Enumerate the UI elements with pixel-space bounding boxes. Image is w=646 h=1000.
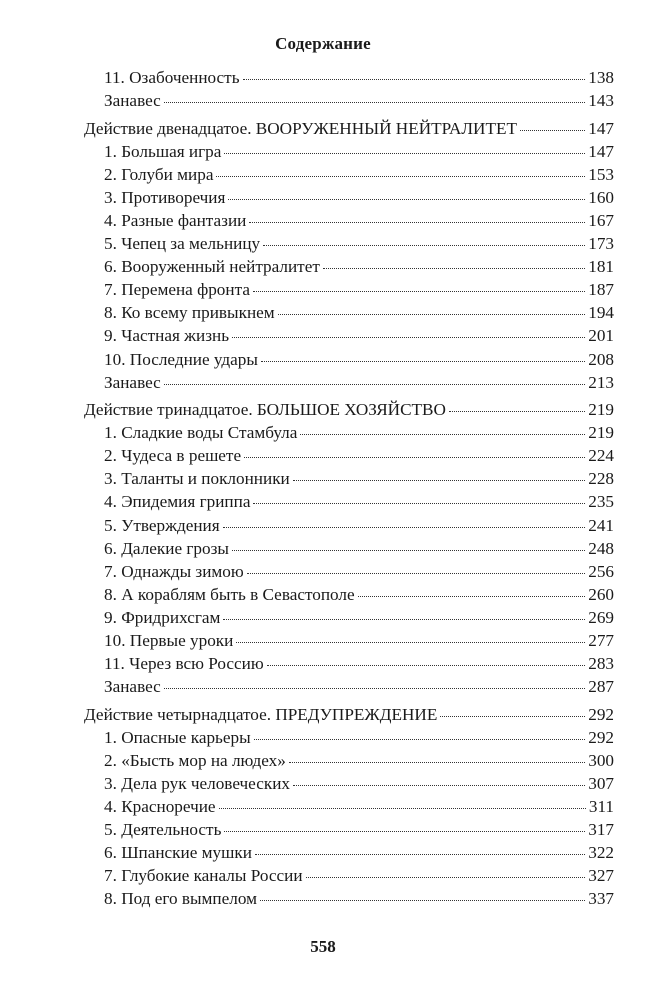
toc-entry-page: 153 (588, 164, 614, 184)
toc-entry (84, 675, 614, 698)
toc-section-heading (84, 117, 614, 140)
toc-entry-title: 3. Дела рук человеческих (104, 773, 290, 793)
toc-entry-page: 307 (588, 773, 614, 793)
toc-entry (84, 795, 614, 818)
toc-entry (84, 583, 614, 606)
toc-section-heading (84, 703, 614, 726)
page-number: 558 (310, 937, 336, 956)
toc-entry (84, 887, 614, 910)
dot-leader (236, 642, 585, 643)
dot-leader (289, 762, 585, 763)
toc-entry-page: 241 (588, 515, 614, 535)
toc-entry-page: 311 (588, 797, 614, 817)
toc-entry-title: 5. Утверждения (104, 515, 220, 535)
toc-entry (84, 864, 614, 887)
toc-entry (84, 560, 614, 583)
toc-entry (84, 232, 614, 255)
toc-entry-page: 277 (588, 631, 614, 651)
toc-entry (84, 301, 614, 324)
toc-section-heading (84, 398, 614, 421)
dot-leader (244, 457, 585, 458)
toc-entry-page: 269 (588, 607, 614, 627)
toc-entry-title: 7. Однажды зимою (104, 561, 244, 581)
toc-entry-title: 8. Под его вымпелом (104, 889, 257, 909)
toc-entry-title: 4. Эпидемия гриппа (104, 492, 251, 512)
toc-entry (84, 467, 614, 490)
dot-leader (323, 268, 585, 269)
toc-entry-page: 283 (588, 654, 614, 674)
toc-entry-page: 167 (588, 210, 614, 230)
toc-entry-title: Действие четырнадцатое. ПРЕДУПРЕЖДЕНИЕ (84, 704, 438, 724)
dot-leader (263, 245, 585, 246)
dot-leader (247, 573, 586, 574)
toc-entry-title: Действие тринадцатое. БОЛЬШОЕ ХОЗЯЙСТВО (84, 400, 446, 420)
toc-entry-page: 235 (588, 492, 614, 512)
toc-entry-title: 1. Сладкие воды Стамбула (104, 423, 298, 443)
toc-entry-page: 213 (588, 372, 614, 392)
toc-entry (84, 163, 614, 186)
dot-leader (293, 785, 585, 786)
toc-entry-page: 138 (588, 68, 614, 87)
dot-leader (255, 854, 585, 855)
toc-entry (84, 324, 614, 347)
dot-leader (520, 130, 585, 131)
page-title: Содержание (275, 34, 371, 53)
toc-entry-page: 224 (588, 446, 614, 466)
toc-entry (84, 255, 614, 278)
toc-entry-title: 9. Фридрихсгам (104, 607, 221, 627)
toc-entry-title: 4. Красноречие (104, 797, 216, 817)
toc-entry-page: 194 (588, 303, 614, 323)
dot-leader (440, 716, 585, 717)
toc-entry-title: 7. Перемена фронта (104, 280, 250, 300)
toc-entry-title: 9. Частная жизнь (104, 326, 230, 346)
toc-entry-title: 3. Противоречия (104, 187, 226, 207)
toc-entry (84, 749, 614, 772)
toc-entry (84, 186, 614, 209)
dot-leader (260, 900, 585, 901)
dot-leader (223, 619, 585, 620)
toc-entry-page: 201 (588, 326, 614, 346)
toc-entry-title: 2. Чудеса в решете (104, 446, 242, 466)
toc-entry-page: 256 (588, 561, 614, 581)
toc-entry-title: 10. Первые уроки (104, 631, 234, 651)
toc-entry-title: 8. А кораблям быть в Севастополе (104, 584, 355, 604)
toc-entry-title: 7. Глубокие каналы России (104, 866, 303, 886)
toc-entry (84, 371, 614, 394)
dot-leader (164, 384, 585, 385)
toc-entry-page: 208 (588, 349, 614, 369)
toc-entry-page: 287 (588, 677, 614, 697)
toc-entry (84, 652, 614, 675)
dot-leader (358, 596, 586, 597)
toc-entry-page: 219 (588, 400, 614, 420)
toc-entry-page: 260 (588, 584, 614, 604)
toc-entry-page: 292 (588, 727, 614, 747)
dot-leader (267, 665, 586, 666)
toc-entry-page: 292 (588, 704, 614, 724)
dot-leader (293, 480, 585, 481)
toc-entry-page: 248 (588, 538, 614, 558)
toc-entry-page: 187 (588, 280, 614, 300)
toc-entry (84, 818, 614, 841)
dot-leader (224, 831, 585, 832)
toc-entry (84, 490, 614, 513)
toc-entry-title: Занавес (104, 677, 161, 697)
toc-entry (84, 841, 614, 864)
toc-entry (84, 89, 614, 112)
dot-leader (306, 877, 586, 878)
toc-entry-page: 317 (588, 820, 614, 840)
toc-entry (84, 66, 614, 89)
toc-entry-title: 10. Последние удары (104, 349, 258, 369)
toc-entry (84, 140, 614, 163)
dot-leader (300, 434, 585, 435)
toc-entry (84, 348, 614, 371)
dot-leader (253, 291, 585, 292)
dot-leader (164, 102, 585, 103)
dot-leader (254, 739, 586, 740)
dot-leader (249, 222, 585, 223)
dot-leader (223, 527, 586, 528)
toc-entry-title: 1. Большая игра (104, 141, 222, 161)
toc-entry-title: 8. Ко всему привыкнем (104, 303, 275, 323)
toc-entry-page: 147 (588, 141, 614, 161)
toc-entry-title: 1. Опасные карьеры (104, 727, 251, 747)
toc-entry-page: 228 (588, 469, 614, 489)
dot-leader (228, 199, 585, 200)
toc-entry-title: 2. Голуби мира (104, 164, 214, 184)
toc-entry-title: Действие двенадцатое. ВООРУЖЕННЫЙ НЕЙТРАЛИТЕТ (84, 118, 517, 138)
toc-entry (84, 726, 614, 749)
dot-leader (261, 361, 585, 362)
toc-entry (84, 537, 614, 560)
toc-entry-title: 11. Через всю Россию (104, 654, 264, 674)
toc-entry-page: 322 (588, 843, 614, 863)
toc-entry (84, 514, 614, 537)
toc-entry-page: 173 (588, 234, 614, 254)
toc-entry (84, 629, 614, 652)
toc-entry-page: 147 (588, 118, 614, 138)
toc-entry-title: 11. Озабоченность (104, 68, 240, 87)
toc-entry-page: 160 (588, 187, 614, 207)
table-of-contents (84, 66, 614, 911)
toc-entry (84, 209, 614, 232)
dot-leader (219, 808, 586, 809)
dot-leader (449, 411, 585, 412)
dot-leader (232, 337, 585, 338)
toc-entry-title: 2. «Бысть мор на людех» (104, 750, 286, 770)
toc-entry-title: 6. Шпанские мушки (104, 843, 252, 863)
toc-entry-page: 143 (588, 91, 614, 111)
toc-entry (84, 421, 614, 444)
toc-entry-title: Занавес (104, 91, 161, 111)
dot-leader (164, 688, 585, 689)
toc-entry-title: 3. Таланты и поклонники (104, 469, 290, 489)
toc-entry-title: 5. Чепец за мельницу (104, 234, 261, 254)
toc-entry (84, 278, 614, 301)
toc-entry-page: 300 (588, 750, 614, 770)
toc-entry-title: 5. Деятельность (104, 820, 222, 840)
toc-entry (84, 444, 614, 467)
toc-entry-title: 4. Разные фантазии (104, 210, 247, 230)
dot-leader (216, 176, 585, 177)
dot-leader (232, 550, 585, 551)
toc-entry-title: 6. Вооруженный нейтралитет (104, 257, 320, 277)
toc-entry (84, 606, 614, 629)
toc-entry-title: Занавес (104, 372, 161, 392)
dot-leader (253, 503, 585, 504)
dot-leader (224, 153, 585, 154)
dot-leader (278, 314, 586, 315)
toc-entry-page: 181 (588, 257, 614, 277)
toc-entry-title: 6. Далекие грозы (104, 538, 229, 558)
dot-leader (243, 79, 586, 80)
toc-entry-page: 327 (588, 866, 614, 886)
toc-entry-page: 219 (588, 423, 614, 443)
toc-entry (84, 772, 614, 795)
toc-entry-page: 337 (588, 889, 614, 909)
